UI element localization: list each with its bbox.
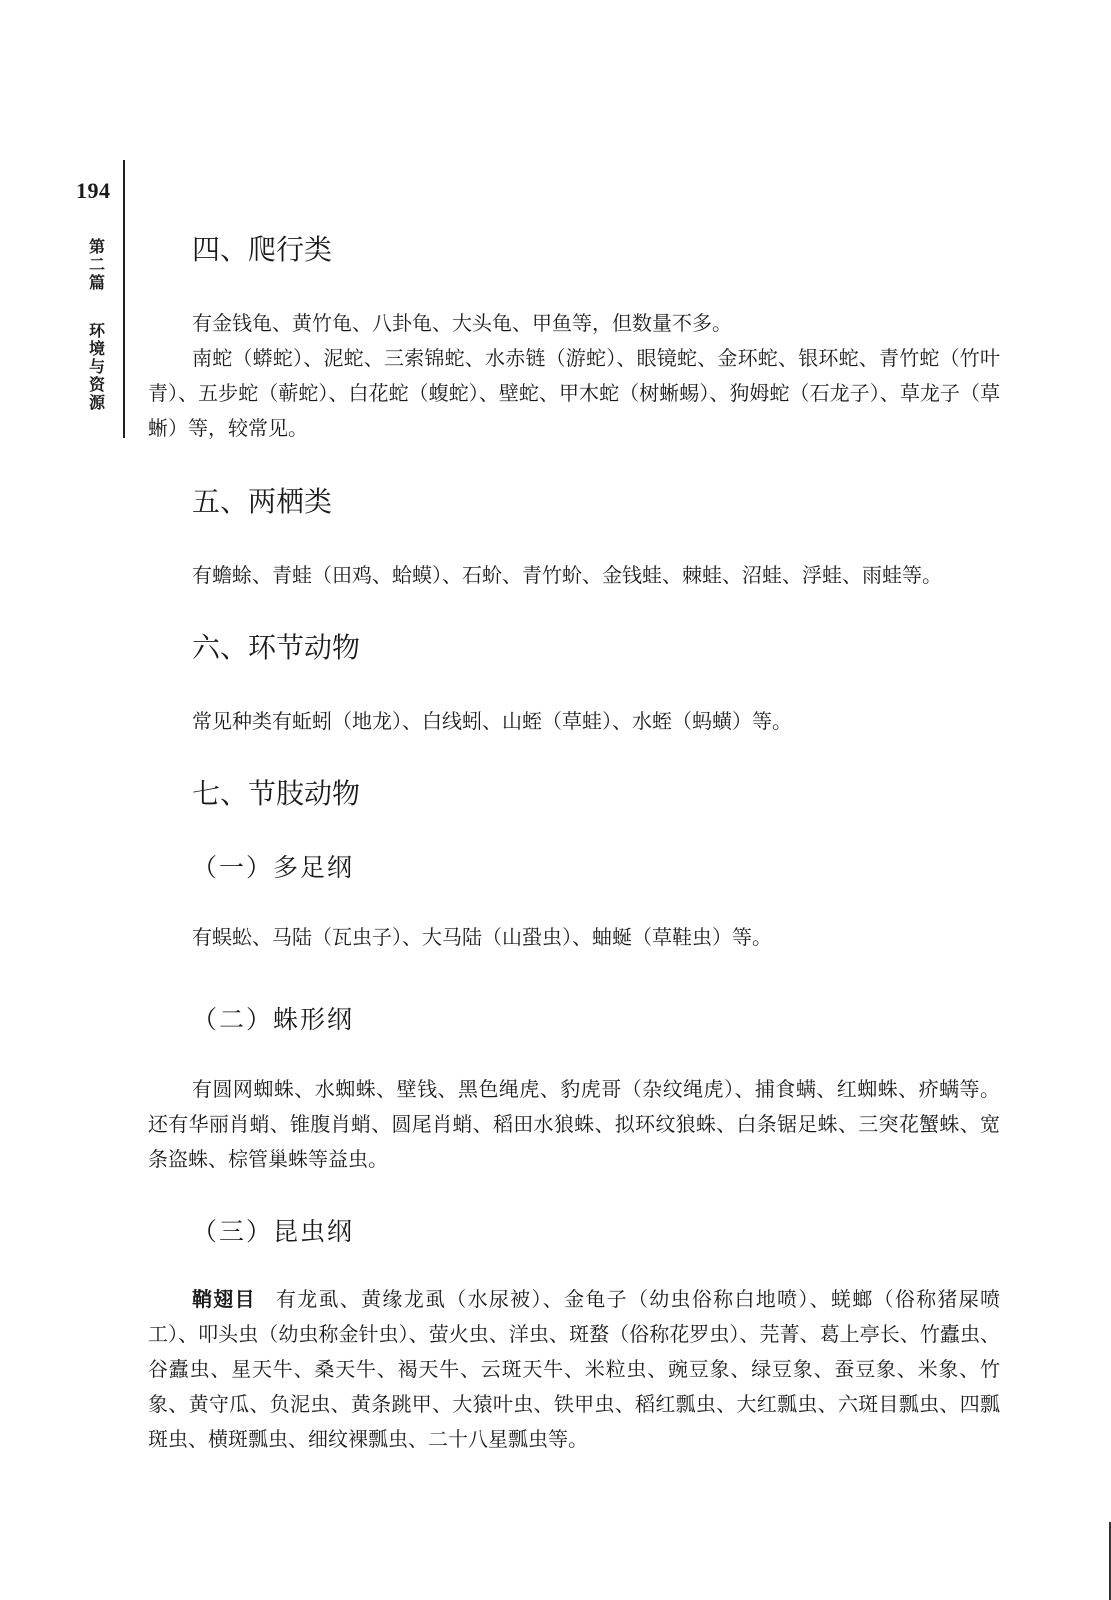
- part-label-char: 篇: [88, 273, 105, 292]
- heading-arthropods: 七、节肢动物: [192, 777, 361, 810]
- paragraph-arachnida-1: 有圆网蜘蛛、水蜘蛛、壁钱、黑色绳虎、豹虎哥（杂纹绳虎）、捕食螨、红蜘蛛、疥螨等。还有华丽肖蛸、锥腹肖蛸、圆尾肖蛸、稻田水狼蛛、拟环纹狼蛛、白条锯足蛛、三突花蟹蛛、宽条盗蛛、棕管巢蛛等益虫。: [148, 1077, 1000, 1171]
- paragraph-reptiles-1: 有金钱龟、黄竹龟、八卦龟、大头龟、甲鱼等，但数量不多。: [192, 311, 732, 335]
- heading-reptiles: 四、爬行类: [192, 233, 333, 266]
- part-title-char: 环: [88, 321, 105, 340]
- order-label: 鞘翅目: [192, 1287, 256, 1311]
- part-label: [86, 238, 108, 292]
- part-title-char: 资: [88, 375, 105, 394]
- heading-annelids: 六、环节动物: [192, 631, 361, 664]
- part-title-char: 境: [88, 339, 105, 358]
- part-label-char: 二: [88, 255, 105, 274]
- heading-amphibians: 五、两栖类: [192, 485, 333, 518]
- heading-arachnida: （二）蛛形纲: [192, 1005, 355, 1034]
- paragraph-amphibians-1: 有蟾蜍、青蛙（田鸡、蛤蟆）、石蚧、青竹蚧、金钱蛙、棘蛙、沼蛙、浮蛙、雨蛙等。: [192, 563, 942, 587]
- margin-rule: [123, 160, 125, 438]
- heading-insecta: （三）昆虫纲: [192, 1217, 355, 1246]
- paragraph-insecta-1: [148, 1282, 1000, 1457]
- part-label-char: 第: [88, 237, 105, 256]
- part-title-char: 与: [88, 357, 105, 376]
- part-title: [86, 322, 108, 412]
- part-title-char: 源: [88, 393, 105, 412]
- paragraph-reptiles-2: 南蛇（蟒蛇）、泥蛇、三索锦蛇、水赤链（游蛇）、眼镜蛇、金环蛇、银环蛇、青竹蛇（竹叶青）、五步蛇（蕲蛇）、白花蛇（蝮蛇）、壁蛇、甲木蛇（树蜥蜴）、狗姆蛇（石龙子）、草龙子（草蜥）等，较常见。: [148, 346, 1000, 440]
- paragraph-insecta-text: 有龙虱、黄缘龙虱（水尿被）、金龟子（幼虫俗称白地喷）、蜣螂（俗称猪屎喷工）、叩头虫（幼虫称金针虫）、萤火虫、洋虫、斑蝥（俗称花罗虫）、芫菁、葛上亭长、竹蠹虫、谷蠹虫、星天牛、桑天牛、褐天牛、云斑天牛、米粒虫、豌豆象、绿豆象、蚕豆象、米象、竹象、黄守瓜、负泥虫、黄条跳甲、大猿叶虫、铁甲虫、稻红瓢虫、大红瓢虫、六斑目瓢虫、四瓢斑虫、横斑瓢虫、细纹裸瓢虫、二十八星瓢虫等。: [148, 1287, 1001, 1451]
- heading-myriapoda: （一）多足纲: [192, 853, 355, 882]
- paragraph-annelids-1: 常见种类有蚯蚓（地龙）、白线蚓、山蛭（草蛙）、水蛭（蚂蟥）等。: [192, 709, 792, 733]
- paragraph-myriapoda-1: 有蜈蚣、马陆（瓦虫子）、大马陆（山蛩虫）、蚰蜒（草鞋虫）等。: [192, 925, 772, 949]
- page-number: 194: [76, 178, 111, 203]
